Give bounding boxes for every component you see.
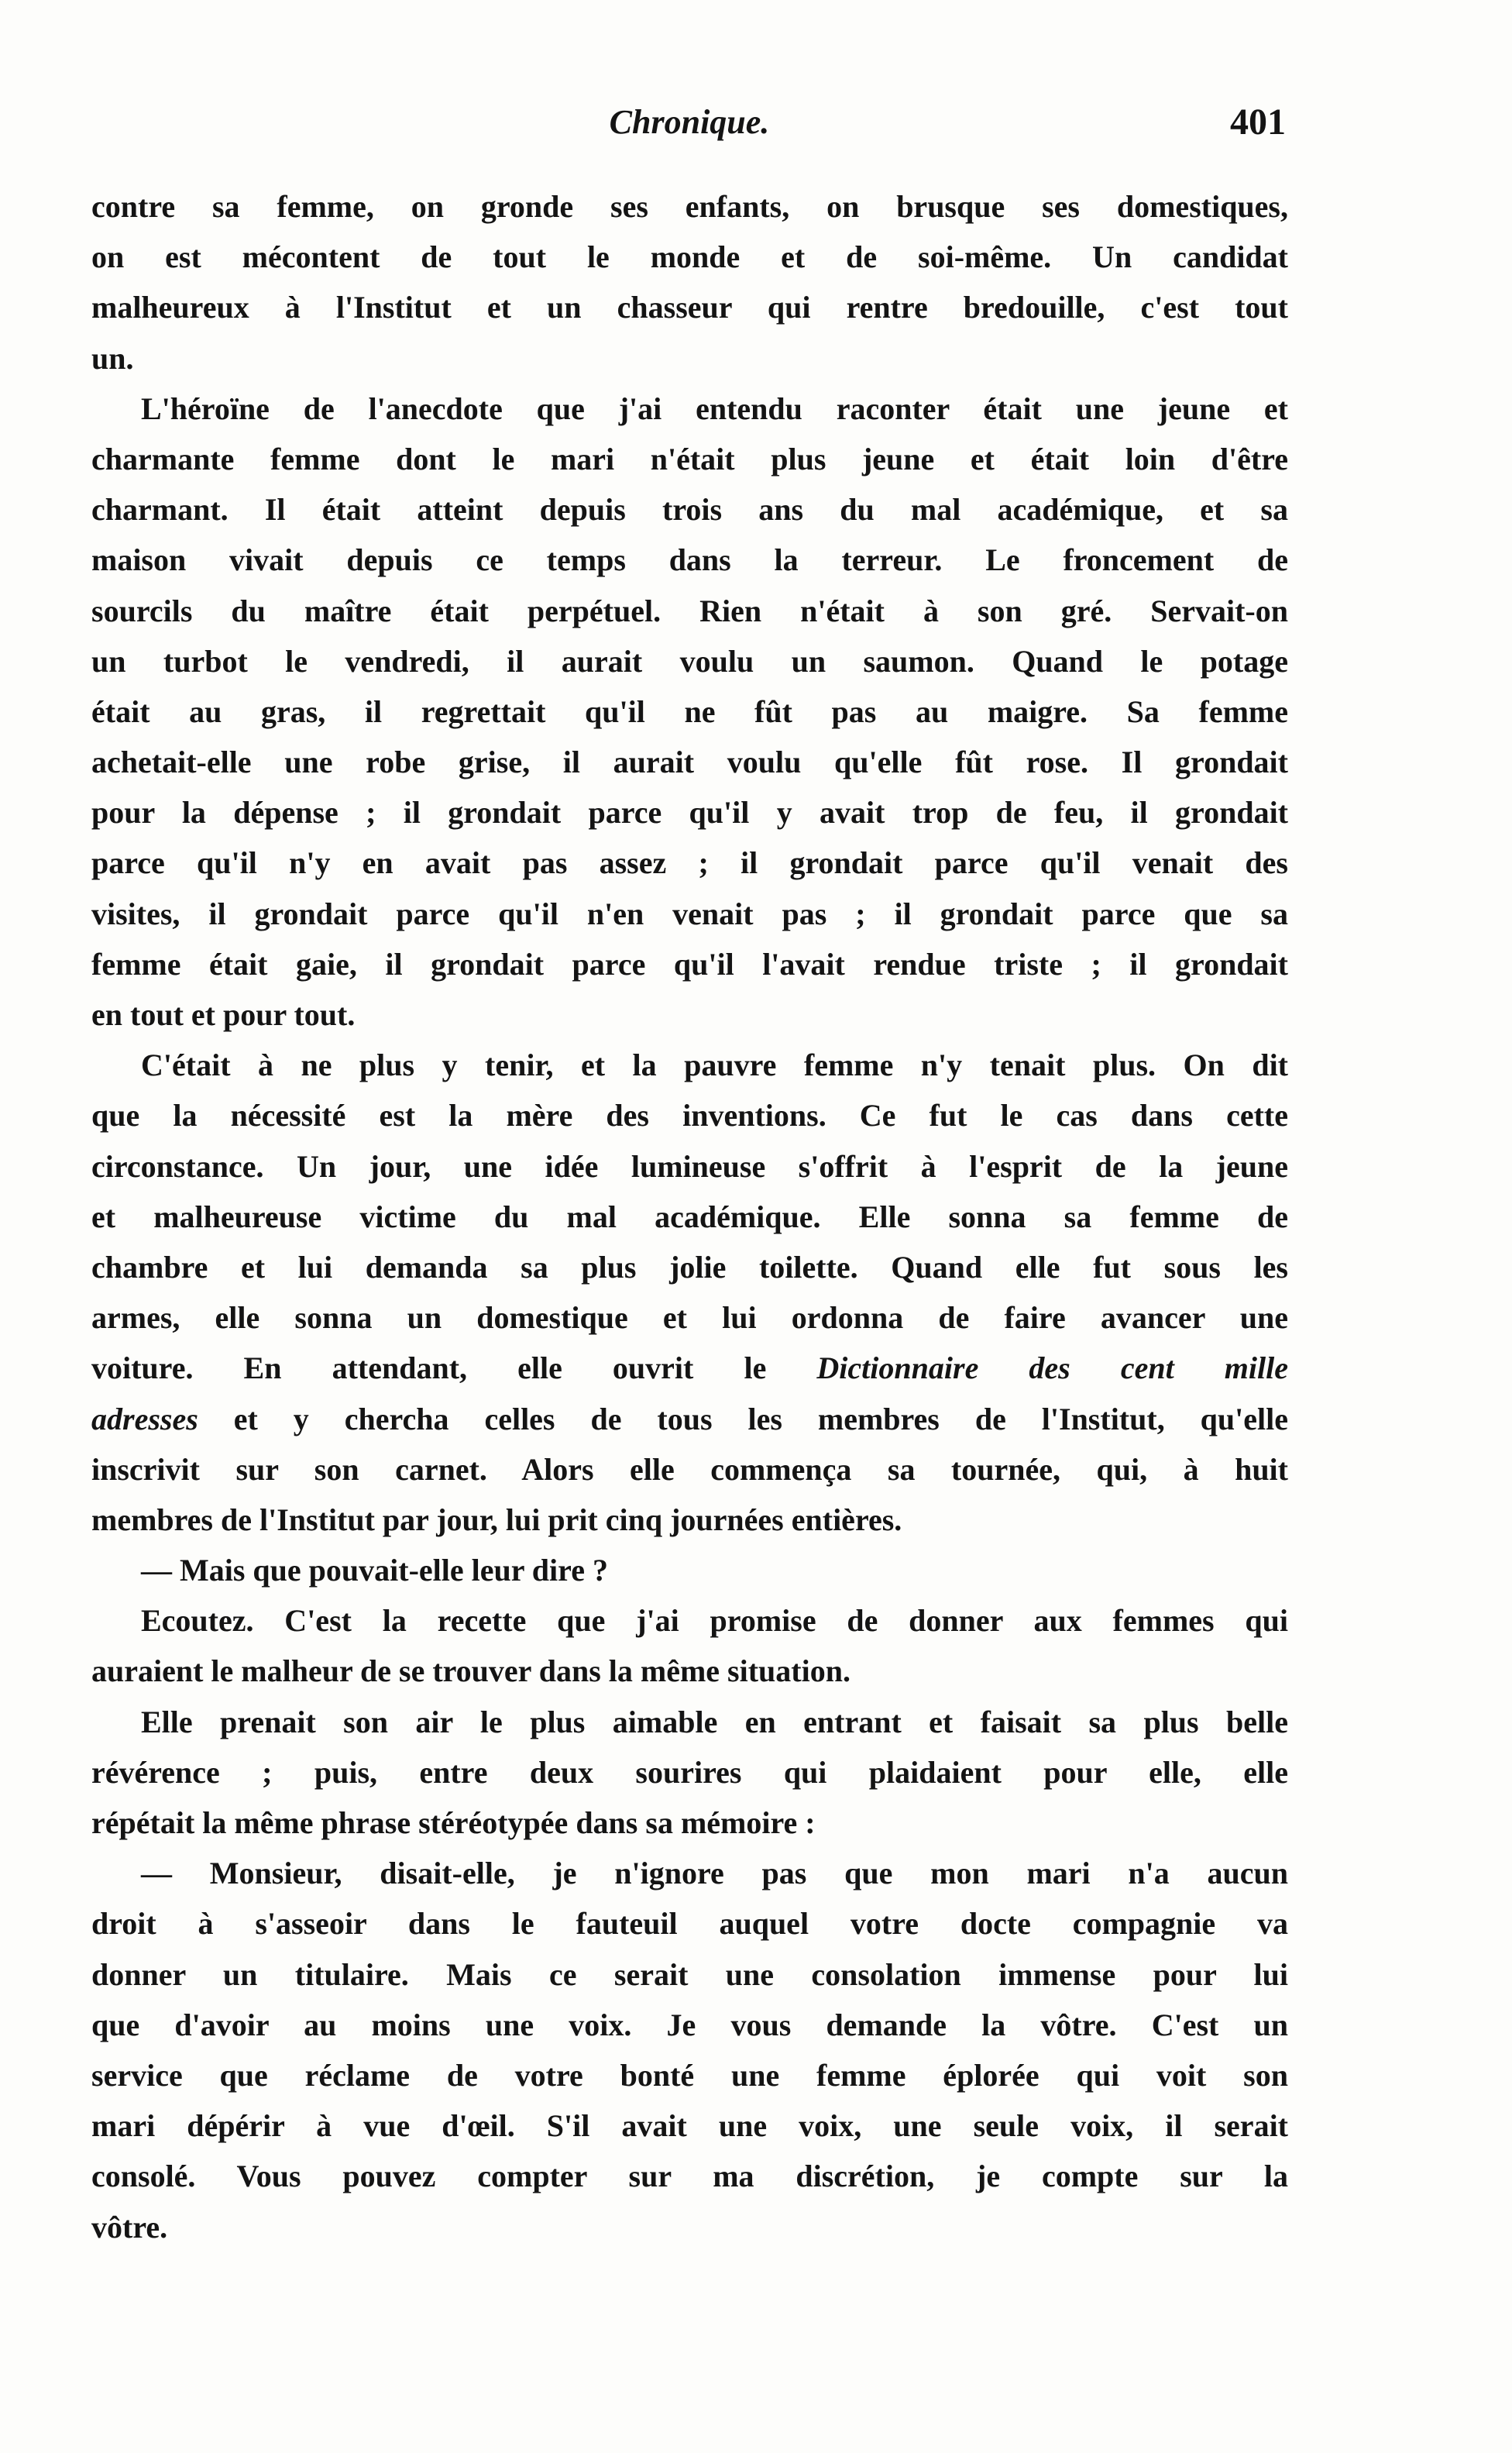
text-line: on est mécontent de tout le monde et de soi-même. Un candidat [91,239,1288,275]
text-line: — Mais que pouvait-elle leur dire ? [141,1553,608,1588]
text-line: était au gras, il regrettait qu'il ne fût pas au maigre. Sa femme [91,693,1288,729]
running-title: Chronique. [609,103,770,141]
text-line: C'était à ne plus y tenir, et la pauvre femme n'y tenait plus. On dit [141,1048,1288,1083]
text-line: en tout et pour tout. [91,997,356,1032]
text-line [91,1343,1288,1393]
text-line: un turbot le vendredi, il aurait voulu un saumon. Quand le potage [91,643,1288,679]
text-line [91,1394,1288,1444]
text-line: donner un titulaire. Mais ce serait une consolation immense pour lui [91,1956,1288,1992]
text-line: auraient le malheur de se trouver dans la même situation. [91,1653,850,1689]
text-line: que la nécessité est la mère des inventions. Ce fut le cas dans cette [91,1098,1288,1134]
text-line: charmant. Il était atteint depuis trois ans du mal académique, et sa [91,492,1288,528]
text-line: membres de l'Institut par jour, lui prit cinq journées entières. [91,1502,902,1537]
text-line: mari dépérir à vue d'œil. S'il avait une voix, une seule voix, il serait [91,2108,1288,2144]
text-segment: et y chercha celles de tous les membres de l'Institut, qu'elle [233,1401,1288,1436]
text-line: circonstance. Un jour, une idée lumineuse s'offrit à l'esprit de la jeune [91,1148,1288,1184]
text-line: inscrivit sur son carnet. Alors elle commença sa tournée, qui, à huit [91,1451,1288,1487]
body-text [91,181,1288,2252]
text-line: parce qu'il n'y en avait pas assez ; il grondait parce qu'il venait des [91,845,1288,881]
text-line: un. [91,340,134,376]
text-line: consolé. Vous pouvez compter sur ma discrétion, je compte sur la [91,2159,1288,2194]
text-line: répétait la même phrase stéréotypée dans sa mémoire : [91,1805,816,1840]
text-line: que d'avoir au moins une voix. Je vous demande la vôtre. C'est un [91,2007,1288,2042]
text-line: contre sa femme, on gronde ses enfants, on brusque ses domestiques, [91,189,1288,224]
text-line: droit à s'asseoir dans le fauteuil auquel votre docte compagnie va [91,1906,1288,1942]
text-line: service que réclame de votre bonté une femme éplorée qui voit son [91,2057,1288,2093]
text-line: malheureux à l'Institut et un chasseur qui rentre bredouille, c'est tout [91,290,1288,325]
text-line: armes, elle sonna un domestique et lui ordonna de faire avancer une [91,1300,1288,1336]
text-line: Ecoutez. C'est la recette que j'ai promise de donner aux femmes qui [141,1603,1288,1639]
running-head [93,91,1286,153]
text-line: L'héroïne de l'anecdote que j'ai entendu raconter était une jeune et [141,390,1288,426]
text-line: révérence ; puis, entre deux sourires qui plaidaient pour elle, elle [91,1754,1288,1790]
text-line: charmante femme dont le mari n'était plus jeune et était loin d'être [91,441,1288,476]
text-line: maison vivait depuis ce temps dans la terreur. Le froncement de [91,542,1288,578]
text-segment: voiture. En attendant, elle ouvrit le [91,1350,767,1386]
italic-title: Dictionnaire des cent mille [816,1350,1288,1386]
text-line: Elle prenait son air le plus aimable en entrant et faisait sa plus belle [141,1704,1288,1739]
italic-title: adresses [91,1401,198,1436]
text-line: femme était gaie, il grondait parce qu'il l'avait rendue triste ; il grondait [91,946,1288,982]
text-line: — Monsieur, disait-elle, je n'ignore pas que mon mari n'a aucun [141,1856,1288,1891]
text-line: et malheureuse victime du mal académique. Elle sonna sa femme de [91,1199,1288,1234]
text-line: vôtre. [91,2209,168,2245]
text-line: chambre et lui demanda sa plus jolie toilette. Quand elle fut sous les [91,1249,1288,1285]
page-number: 401 [1230,101,1286,143]
text-line: sourcils du maître était perpétuel. Rien n'était à son gré. Servait-on [91,593,1288,628]
text-line: visites, il grondait parce qu'il n'en venait pas ; il grondait parce que sa [91,896,1288,931]
text-line: achetait-elle une robe grise, il aurait voulu qu'elle fût rose. Il grondait [91,745,1288,780]
text-line: pour la dépense ; il grondait parce qu'il y avait trop de feu, il grondait [91,795,1288,831]
